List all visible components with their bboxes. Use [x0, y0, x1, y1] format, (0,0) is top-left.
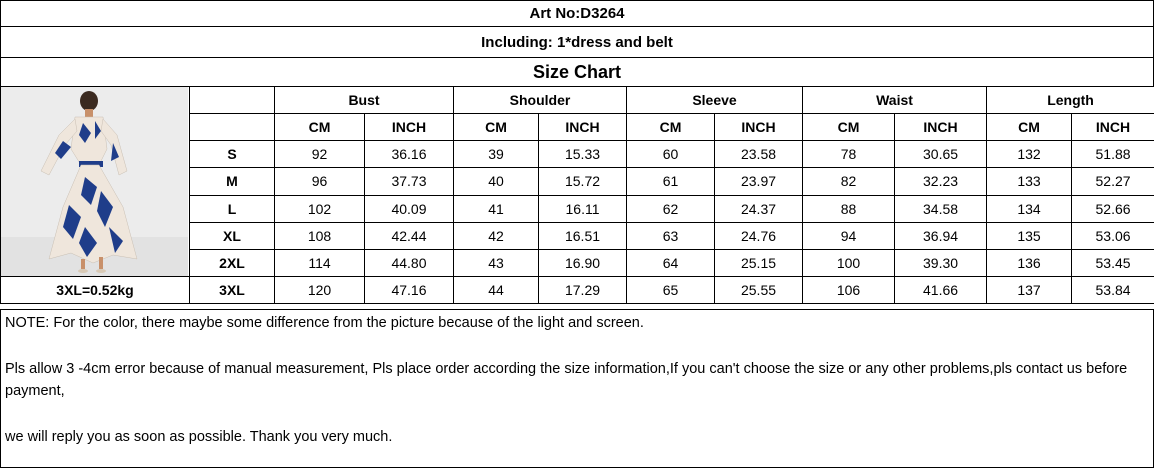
table-cell: 65: [627, 277, 715, 304]
table-cell: 120: [275, 277, 365, 304]
size-label: 2XL: [190, 249, 275, 276]
note-measurement: Pls allow 3 -4cm error because of manual measurement, Pls place order according the size information,If you can't choose the size or any other problems,pls contact us before payment,: [5, 361, 1128, 399]
unit-cm: CM: [454, 114, 539, 141]
header-shoulder: Shoulder: [454, 87, 627, 114]
table-cell: 114: [275, 249, 365, 276]
table-cell: 16.51: [539, 222, 627, 249]
table-cell: 44.80: [365, 249, 454, 276]
table-cell: 43: [454, 249, 539, 276]
table-cell: 137: [987, 277, 1072, 304]
unit-cm: CM: [627, 114, 715, 141]
table-cell: 17.29: [539, 277, 627, 304]
table-cell: 106: [803, 277, 895, 304]
table-cell: 62: [627, 195, 715, 222]
note-reply: we will reply you as soon as possible. Thank you very much.: [5, 429, 393, 445]
table-cell: 24.76: [715, 222, 803, 249]
table-cell: 23.97: [715, 168, 803, 195]
size-label: XL: [190, 222, 275, 249]
unit-header-blank: [190, 114, 275, 141]
size-table: [0, 86, 1154, 304]
table-cell: 40.09: [365, 195, 454, 222]
table-cell: 42.44: [365, 222, 454, 249]
table-cell: 52.66: [1072, 195, 1154, 222]
table-cell: 94: [803, 222, 895, 249]
table-cell: 100: [803, 249, 895, 276]
table-cell: 34.58: [895, 195, 987, 222]
measurement-header-row: [1, 87, 1154, 114]
table-cell: 134: [987, 195, 1072, 222]
table-cell: 15.33: [539, 141, 627, 168]
table-cell: 47.16: [365, 277, 454, 304]
header-sleeve: Sleeve: [627, 87, 803, 114]
table-cell: 132: [987, 141, 1072, 168]
size-label: M: [190, 168, 275, 195]
package-weight: 3XL=0.52kg: [1, 277, 190, 304]
table-cell: 41.66: [895, 277, 987, 304]
unit-inch: INCH: [539, 114, 627, 141]
size-label: S: [190, 141, 275, 168]
header-length: Length: [987, 87, 1154, 114]
table-cell: 60: [627, 141, 715, 168]
header-waist: Waist: [803, 87, 987, 114]
notes-section: [0, 309, 1154, 468]
table-cell: 133: [987, 168, 1072, 195]
table-cell: 92: [275, 141, 365, 168]
table-cell: 108: [275, 222, 365, 249]
table-cell: 63: [627, 222, 715, 249]
unit-cm: CM: [987, 114, 1072, 141]
table-cell: 16.11: [539, 195, 627, 222]
art-number: Art No:D3264: [0, 0, 1154, 27]
table-cell: 82: [803, 168, 895, 195]
table-cell: 25.55: [715, 277, 803, 304]
table-cell: 52.27: [1072, 168, 1154, 195]
table-cell: 25.15: [715, 249, 803, 276]
package-contents: Including: 1*dress and belt: [0, 27, 1154, 58]
dress-model-image: [1, 87, 188, 276]
table-cell: 37.73: [365, 168, 454, 195]
product-photo: [1, 87, 190, 277]
table-cell: 32.23: [895, 168, 987, 195]
table-cell: 15.72: [539, 168, 627, 195]
table-cell: 136: [987, 249, 1072, 276]
table-cell: 53.06: [1072, 222, 1154, 249]
size-label: 3XL: [190, 277, 275, 304]
table-cell: 16.90: [539, 249, 627, 276]
note-color: NOTE: For the color, there maybe some difference from the picture because of the light and screen.: [5, 315, 644, 331]
table-cell: 36.16: [365, 141, 454, 168]
table-cell: 53.45: [1072, 249, 1154, 276]
table-cell: 36.94: [895, 222, 987, 249]
unit-cm: CM: [803, 114, 895, 141]
table-cell: 40: [454, 168, 539, 195]
table-cell: 78: [803, 141, 895, 168]
table-cell: 42: [454, 222, 539, 249]
table-cell: 88: [803, 195, 895, 222]
table-cell: 23.58: [715, 141, 803, 168]
table-cell: 41: [454, 195, 539, 222]
table-cell: 102: [275, 195, 365, 222]
unit-cm: CM: [275, 114, 365, 141]
table-row: [1, 277, 1154, 304]
table-cell: 39.30: [895, 249, 987, 276]
size-label: L: [190, 195, 275, 222]
table-cell: 44: [454, 277, 539, 304]
table-cell: 61: [627, 168, 715, 195]
table-cell: 30.65: [895, 141, 987, 168]
table-cell: 39: [454, 141, 539, 168]
table-cell: 51.88: [1072, 141, 1154, 168]
size-column-header-blank: [190, 87, 275, 114]
table-cell: 64: [627, 249, 715, 276]
table-cell: 96: [275, 168, 365, 195]
unit-inch: INCH: [1072, 114, 1154, 141]
table-cell: 24.37: [715, 195, 803, 222]
unit-inch: INCH: [365, 114, 454, 141]
table-cell: 135: [987, 222, 1072, 249]
header-bust: Bust: [275, 87, 454, 114]
unit-inch: INCH: [715, 114, 803, 141]
chart-title: Size Chart: [0, 58, 1154, 87]
unit-inch: INCH: [895, 114, 987, 141]
table-cell: 53.84: [1072, 277, 1154, 304]
